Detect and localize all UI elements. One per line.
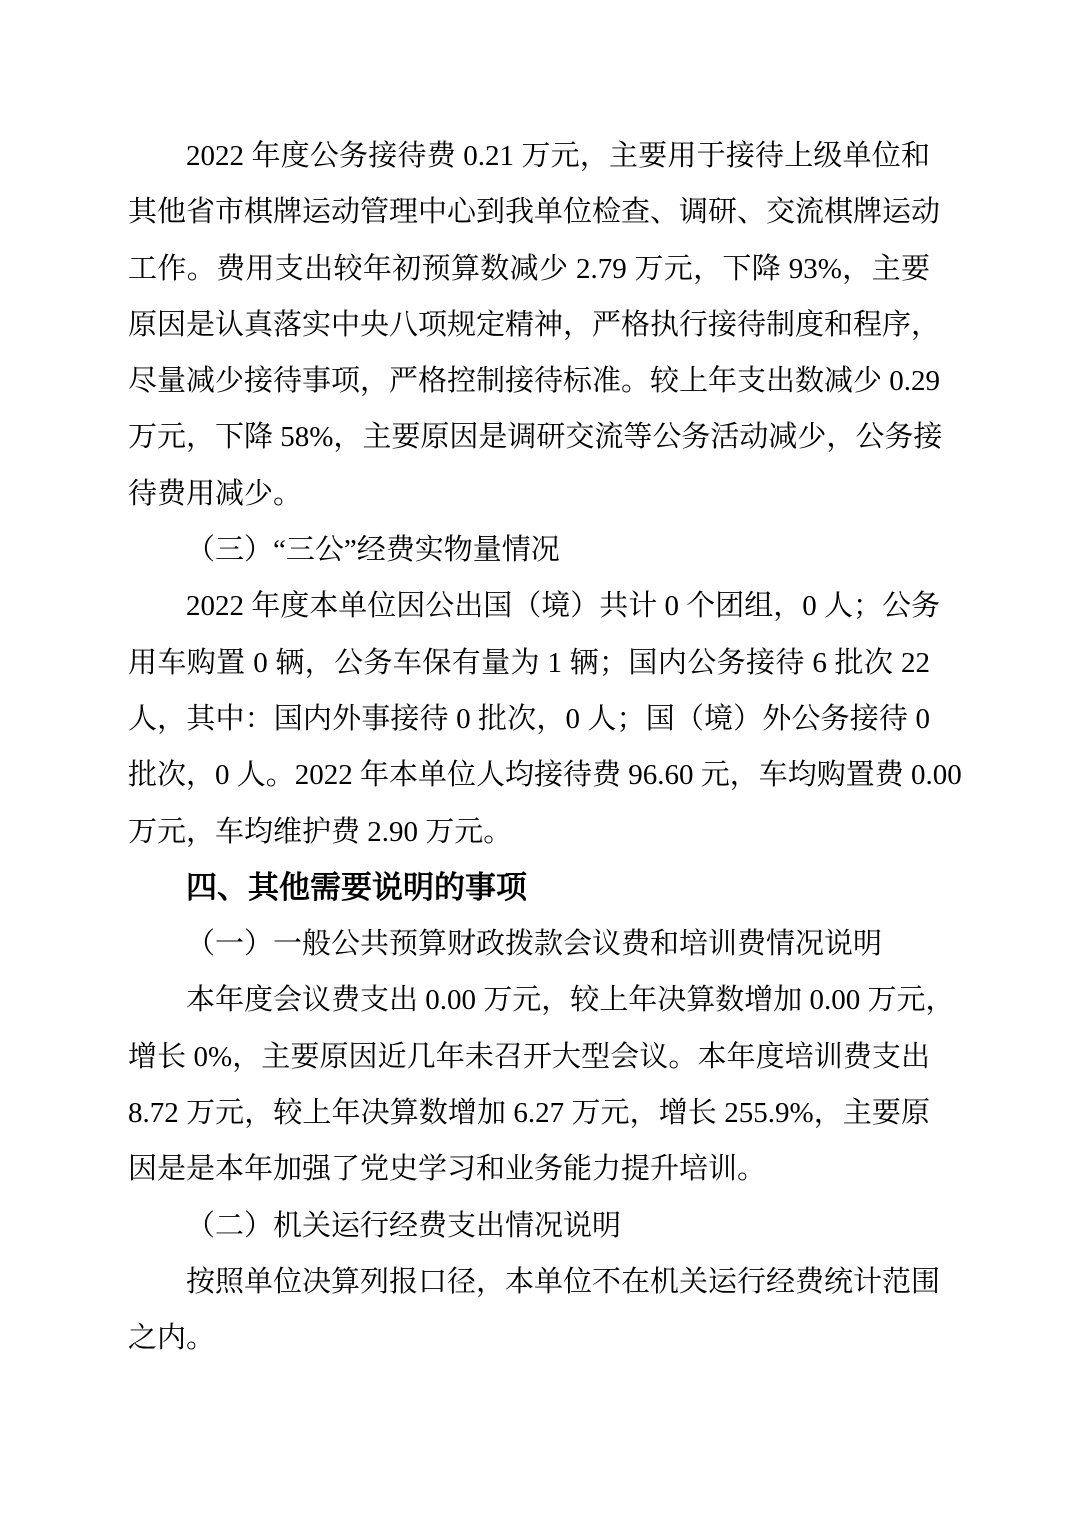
text-line: 人，其中：国内外事接待 0 批次，0 人；国（境）外公务接待 0 <box>128 702 930 735</box>
text-line: （一）一般公共预算财政拨款会议费和培训费情况说明 <box>186 928 883 961</box>
text-line: 待费用减少。 <box>128 477 303 510</box>
text-line: 按照单位决算列报口径，本单位不在机关运行经费统计范围 <box>186 1265 941 1298</box>
text-line: 2022 年度本单位因公出国（境）共计 0 个团组，0 人；公务 <box>186 590 941 623</box>
paragraph <box>128 972 955 1197</box>
text-line: 8.72 万元，较上年决算数增加 6.27 万元，增长 255.9%，主要原 <box>128 1097 930 1130</box>
paragraph <box>128 128 943 522</box>
text-line: 其他省市棋牌运动管理中心到我单位检查、调研、交流棋牌运动 <box>128 196 941 229</box>
text-line: （二）机关运行经费支出情况说明 <box>186 1209 622 1242</box>
section-heading <box>128 860 930 916</box>
text-line: 尽量减少接待事项，严格控制接待标准。较上年支出数减少 0.29 <box>128 365 941 398</box>
document-body <box>128 128 962 1367</box>
text-line: 万元，下降 58%，主要原因是调研交流等公务活动减少，公务接 <box>128 421 943 454</box>
text-line: 工作。费用支出较年初预算数减少 2.79 万元，下降 93%，主要 <box>128 252 930 285</box>
text-line: 因是是本年加强了党史学习和业务能力提升培训。 <box>128 1153 767 1186</box>
sub-heading <box>128 1198 930 1254</box>
text-line: 四、其他需要说明的事项 <box>186 869 527 905</box>
sub-heading <box>128 522 930 578</box>
text-line: 原因是认真落实中央八项规定精神，严格执行接待制度和程序， <box>128 308 941 341</box>
text-line: （三）“三公”经费实物量情况 <box>186 534 560 567</box>
paragraph <box>128 1254 941 1367</box>
text-line: 批次，0 人。2022 年本单位人均接待费 96.60 元，车均购置费 0.00 <box>128 759 962 792</box>
text-line: 之内。 <box>128 1322 216 1355</box>
paragraph <box>128 578 962 859</box>
text-line: 本年度会议费支出 0.00 万元，较上年决算数增加 0.00 万元， <box>186 984 955 1017</box>
text-line: 用车购置 0 辆，公务车保有量为 1 辆；国内公务接待 6 批次 22 <box>128 646 930 679</box>
text-line: 增长 0%，主要原因近几年未召开大型会议。本年度培训费支出 <box>128 1040 930 1073</box>
sub-heading <box>128 916 930 972</box>
text-line: 万元，车均维护费 2.90 万元。 <box>128 815 513 848</box>
text-line: 2022 年度公务接待费 0.21 万元，主要用于接待上级单位和 <box>186 140 930 172</box>
